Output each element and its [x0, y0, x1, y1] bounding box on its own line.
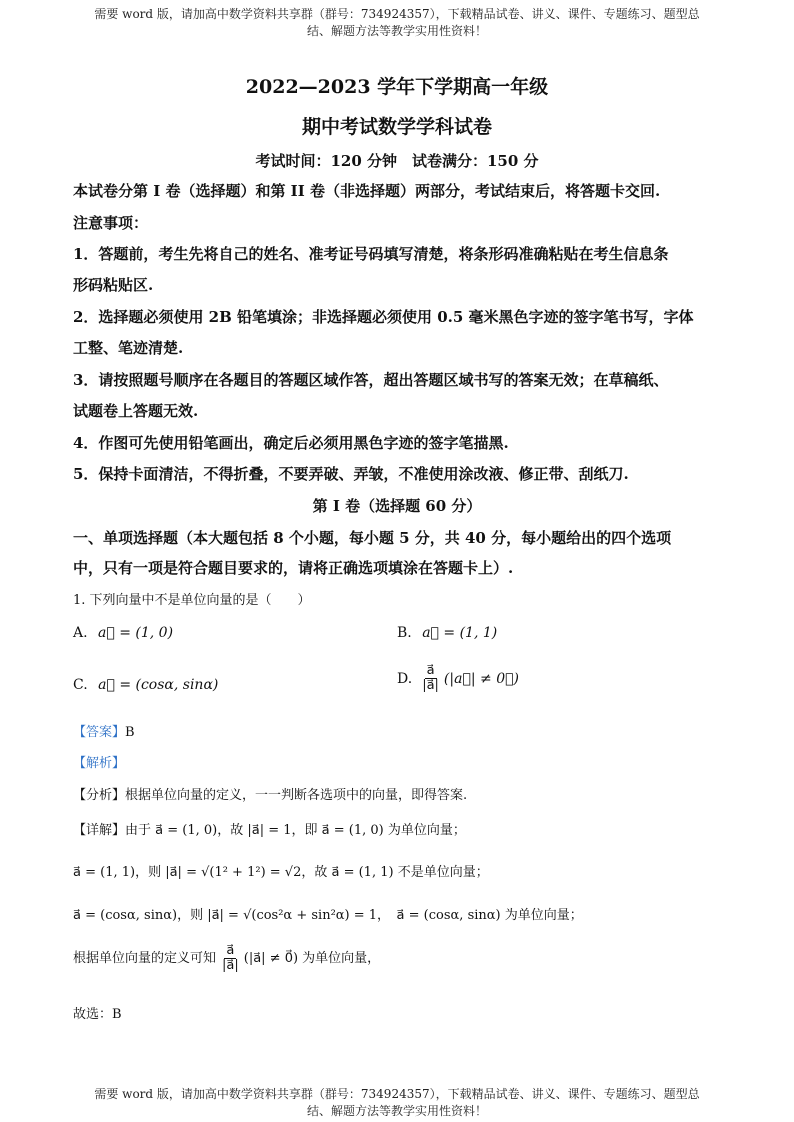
detail-4-post: (|a⃗| ≠ 0⃗) 为单位向量， [243, 950, 381, 966]
notice-3a: 3．请按照题号顺序在各题目的答题区域作答，超出答题区域书写的答案无效；在草稿纸、 [73, 371, 669, 389]
option-b-expr: a⃗ = (1, 1) [422, 625, 498, 641]
option-b-label: B. [397, 625, 412, 641]
detail-4-denominator: |a⃗| [222, 958, 239, 973]
analysis-tag: 【解析】 [73, 756, 126, 771]
option-c-label: C. [73, 677, 88, 693]
answer-value: B [125, 725, 135, 740]
answer-tag: 【答案】 [73, 725, 126, 740]
option-d-numerator: a⃗ [426, 663, 435, 678]
answer-line [73, 722, 135, 744]
analysis-line [73, 785, 467, 807]
option-d-label: D. [397, 670, 413, 687]
analysis-text: 根据单位向量的定义，一一判断各选项中的向量，即得答案. [125, 788, 468, 803]
footer-banner [60, 1086, 734, 1120]
notice-1a: 1．答题前，考生先将自己的姓名、准考证号码填写清楚，将条形码准确粘贴在考生信息条 [73, 245, 669, 263]
option-d-condition: (|a⃗| ≠ 0⃗) [443, 670, 519, 687]
exam-title-subject: 期中考试数学学科试卷 [301, 116, 492, 138]
notice-2a: 2．选择题必须使用 2B 铅笔填涂；非选择题必须使用 0.5 毫米黑色字迹的签字笔书写，字体 [73, 308, 694, 326]
detail-line-2: a⃗ = (1, 1)，则 |a⃗| = √(1² + 1²) = √2，故 a⃗ = (1, 1) 不是单位向量； [73, 865, 489, 880]
option-d-fraction [420, 664, 441, 693]
detail-line-1 [73, 820, 466, 842]
header-banner-line1: 需要 word 版，请加高中数学资料共享群（群号：734924357），下载精品试卷、讲义、课件、专题练习、题型总 [94, 7, 700, 21]
option-a [73, 625, 173, 641]
notice-1b: 形码粘贴区. [73, 276, 154, 294]
analysis-heading [73, 753, 125, 775]
option-a-label: A. [73, 625, 88, 641]
analysis-sub-tag: 【分析】 [73, 788, 126, 803]
detail-tag: 【详解】 [73, 823, 126, 838]
exam-title-year: 2022—2023 学年下学期高一年级 [245, 76, 549, 98]
option-b [397, 625, 497, 641]
exam-time-score: 考试时间：120 分钟 试卷满分：150 分 [255, 152, 539, 170]
detail-1: 由于 a⃗ = (1, 0)，故 |a⃗| = 1，即 a⃗ = (1, 0) 为单位向量； [125, 823, 466, 838]
header-banner-line2: 结、解题方法等教学实用性资料！ [306, 24, 487, 38]
option-d-denominator: |a⃗| [422, 678, 439, 693]
option-c-expr: a⃗ = (cosα, sinα) [98, 677, 219, 693]
option-c [73, 677, 218, 693]
notice-4: 4．作图可先使用铅笔画出，确定后必须用黑色字迹的签字笔描黑. [73, 434, 509, 452]
detail-4-fraction [220, 944, 241, 973]
option-d [397, 664, 519, 693]
detail-line-4 [73, 944, 380, 973]
detail-4-pre: 根据单位向量的定义可知 [73, 950, 217, 966]
notice-5: 5．保持卡面清洁，不得折叠，不要弄破、弄皱，不准使用涂改液、修正带、刮纸刀. [73, 465, 629, 483]
section-title: 第 I 卷（选择题 60 分） [312, 497, 482, 515]
detail-4-numerator: a⃗ [226, 943, 235, 958]
detail-line-3: a⃗ = (cosα, sinα)，则 |a⃗| = √(cos²α + sin²α) = 1， a⃗ = (cosα, sinα) 为单位向量； [73, 908, 583, 923]
option-a-expr: a⃗ = (1, 0) [98, 625, 174, 641]
footer-banner-line1: 需要 word 版，请加高中数学资料共享群（群号：734924357），下载精品试卷、讲义、课件、专题练习、题型总 [94, 1087, 700, 1101]
exam-intro: 本试卷分第 I 卷（选择题）和第 II 卷（非选择题）两部分，考试结束后，将答题卡交回. [73, 182, 661, 200]
section-desc-line2: 中，只有一项是符合题目要求的，请将正确选项填涂在答题卡上）. [73, 559, 514, 577]
header-banner [60, 6, 734, 40]
notice-title: 注意事项： [73, 214, 149, 232]
conclusion: 故选：B [73, 1007, 122, 1022]
footer-banner-line2: 结、解题方法等教学实用性资料！ [306, 1104, 487, 1118]
question-stem: 1. 下列向量中不是单位向量的是（ ） [73, 593, 311, 608]
notice-2b: 工整、笔迹清楚. [73, 339, 184, 357]
notice-3b: 试题卷上答题无效. [73, 402, 199, 420]
section-desc-line1: 一、单项选择题（本大题包括 8 个小题，每小题 5 分，共 40 分，每小题给出的四个选项 [73, 529, 672, 547]
